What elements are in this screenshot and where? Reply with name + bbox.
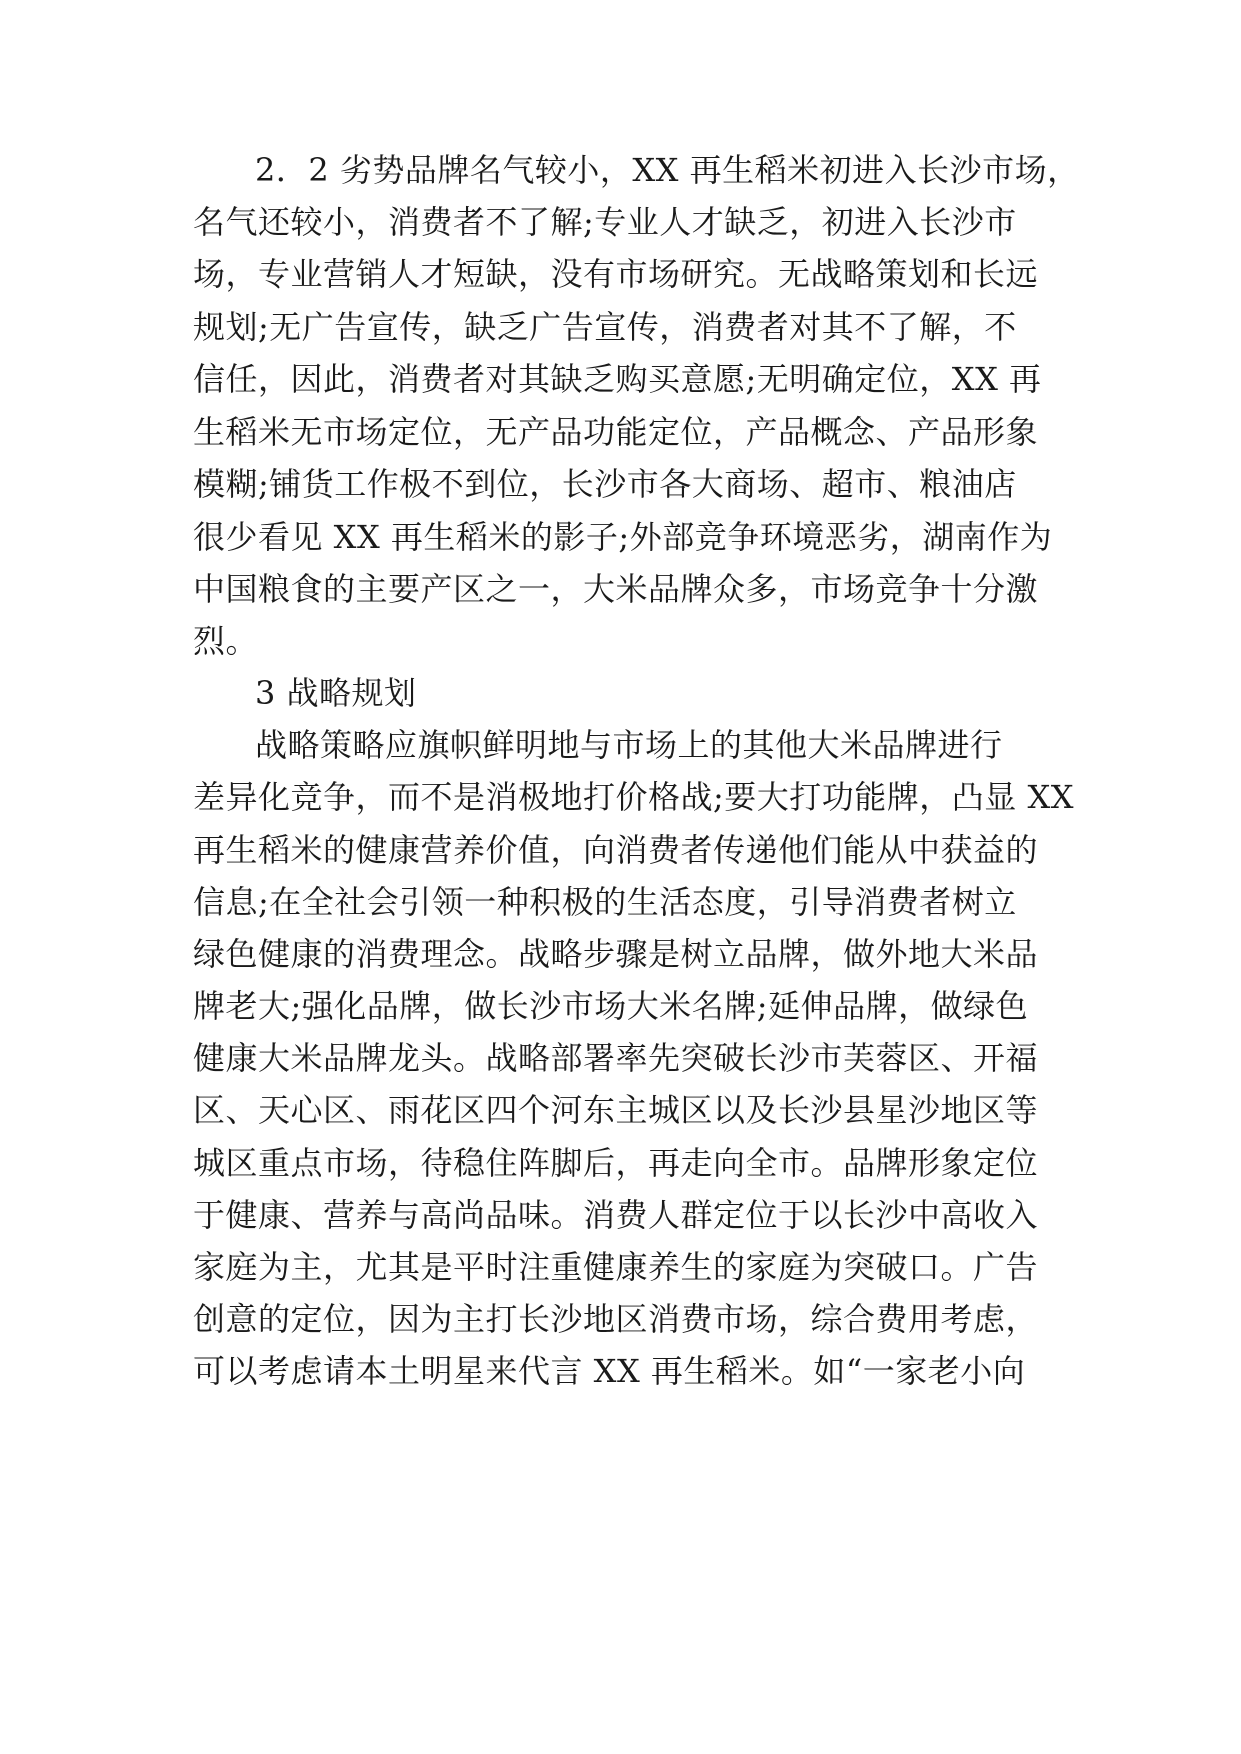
paragraph-line: 信任，因此，消费者对其缺乏购买意愿;无明确定位，XX 再 xyxy=(193,360,1042,398)
paragraph-line: 创意的定位，因为主打长沙地区消费市场，综合费用考虑， xyxy=(193,1300,1039,1338)
paragraph-line: 可以考虑请本土明星来代言 XX 再生稻米。如“一家老小向 xyxy=(193,1352,1026,1390)
paragraph-line: 绿色健康的消费理念。战略步骤是树立品牌，做外地大米品 xyxy=(193,935,1039,973)
paragraph-line: 差异化竞争，而不是消极地打价格战;要大打功能牌，凸显 XX xyxy=(193,778,1075,816)
paragraph-line: 烈。 xyxy=(193,622,259,660)
paragraph-line: 信息;在全社会引领一种积极的生活态度，引导消费者树立 xyxy=(193,883,1017,921)
paragraph-line: 区、天心区、雨花区四个河东主城区以及长沙县星沙地区等 xyxy=(193,1091,1039,1129)
paragraph-line: 中国粮食的主要产区之一，大米品牌众多，市场竞争十分激 xyxy=(193,570,1039,608)
section-heading: 3 战略规划 xyxy=(255,674,417,712)
paragraph-line: 名气还较小，消费者不了解;专业人才缺乏，初进入长沙市 xyxy=(193,203,1017,241)
paragraph-line: 健康大米品牌龙头。战略部署率先突破长沙市芙蓉区、开福 xyxy=(193,1039,1039,1077)
paragraph-line: 模糊;铺货工作极不到位，长沙市各大商场、超市、粮油店 xyxy=(193,465,1017,503)
paragraph-line: 于健康、营养与高尚品味。消费人群定位于以长沙中高收入 xyxy=(193,1196,1039,1234)
paragraph-line: 生稻米无市场定位，无产品功能定位，产品概念、产品形象 xyxy=(193,413,1039,451)
paragraph-line: 家庭为主，尤其是平时注重健康养生的家庭为突破口。广告 xyxy=(193,1248,1039,1286)
paragraph-line: 城区重点市场，待稳住阵脚后，再走向全市。品牌形象定位 xyxy=(193,1144,1039,1182)
paragraph-line: 再生稻米的健康营养价值，向消费者传递他们能从中获益的 xyxy=(193,831,1039,869)
paragraph-line: 战略策略应旗帜鲜明地与市场上的其他大米品牌进行 xyxy=(255,726,1003,764)
paragraph-line: 2．2 劣势品牌名气较小，XX 再生稻米初进入长沙市场， xyxy=(255,151,1080,189)
paragraph-line: 场，专业营销人才短缺，没有市场研究。无战略策划和长远 xyxy=(193,255,1039,293)
paragraph-line: 牌老大;强化品牌，做长沙市场大米名牌;延伸品牌，做绿色 xyxy=(193,987,1029,1025)
paragraph-line: 很少看见 XX 再生稻米的影子;外部竞争环境恶劣，湖南作为 xyxy=(193,518,1053,556)
paragraph-line: 规划;无广告宣传，缺乏广告宣传，消费者对其不了解，不 xyxy=(193,308,1017,346)
